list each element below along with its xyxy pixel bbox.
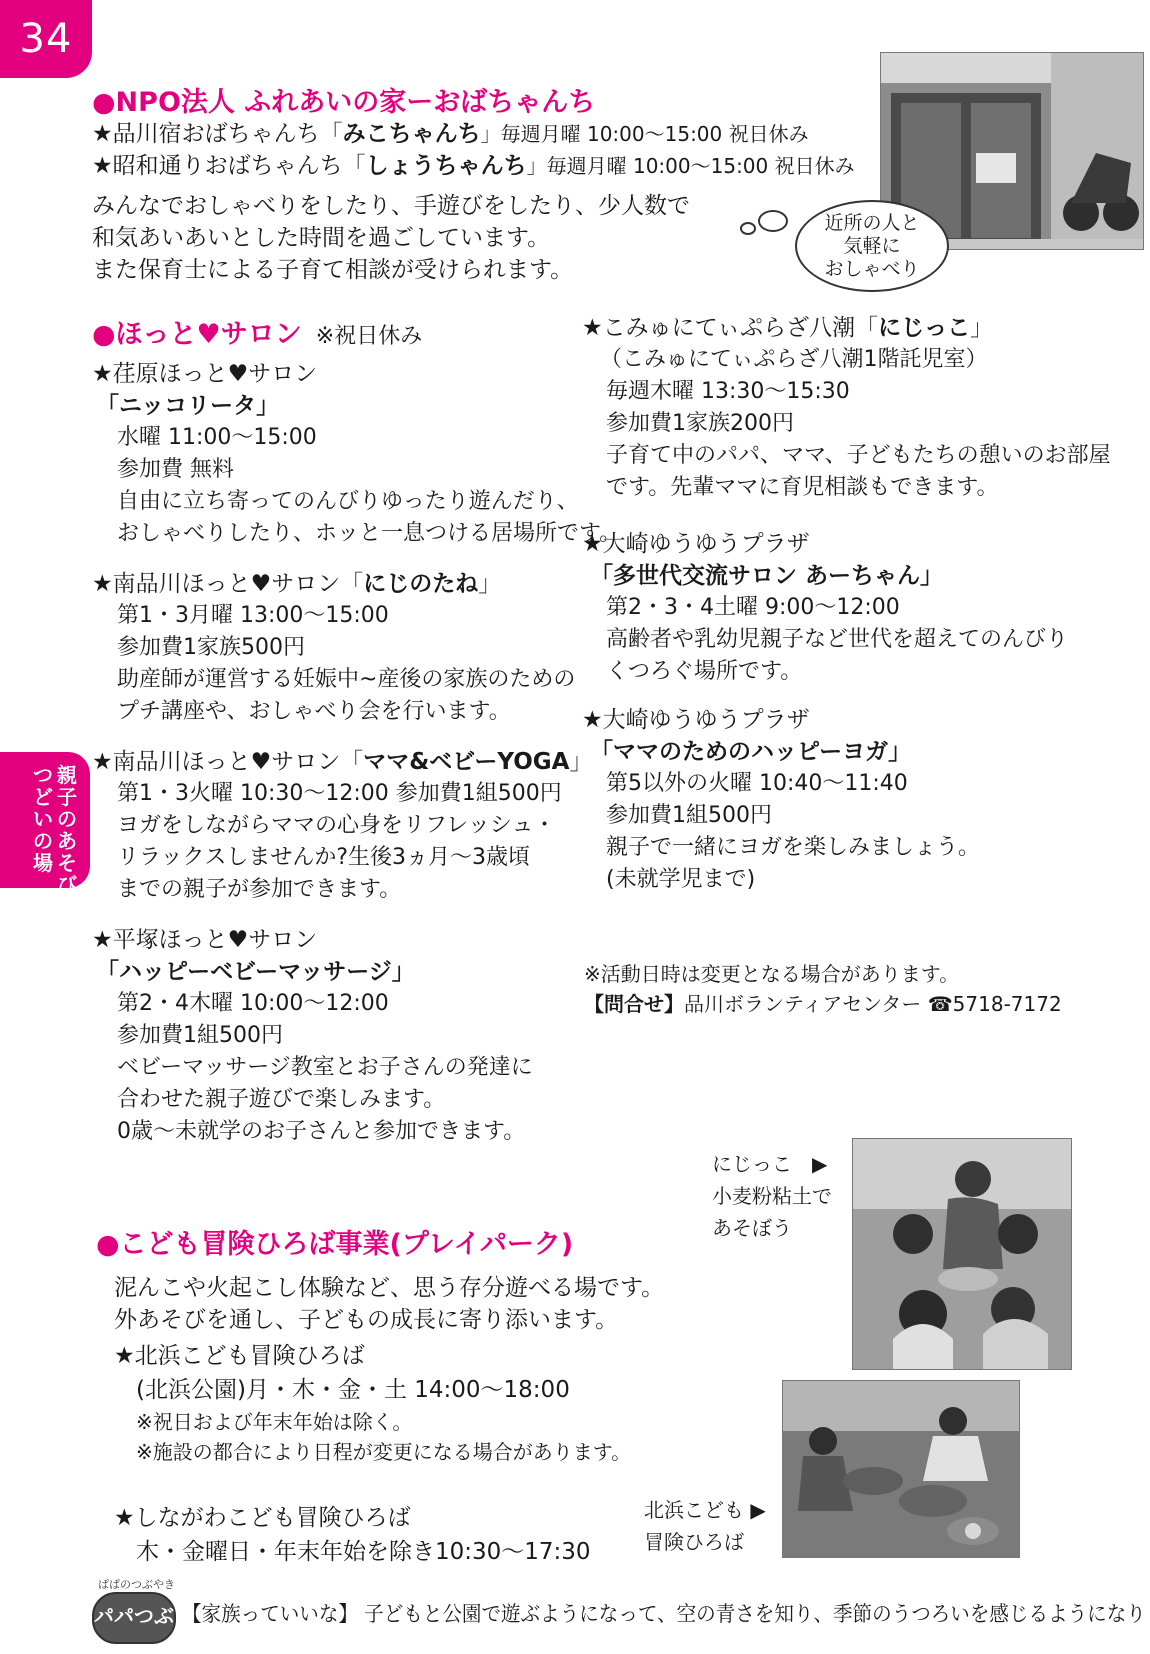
yoga-desc-3: までの親子が参加できます。 bbox=[117, 877, 402, 902]
nijikko-name: にじっこ bbox=[878, 315, 971, 341]
hiratsuka-desc-3: 0歳〜未就学のお子さんと参加できます。 bbox=[117, 1119, 526, 1144]
caption-nijikko-1: にじっこ ▶ bbox=[712, 1152, 828, 1176]
yoga-pre: ★南品川ほっと♥サロン「 bbox=[92, 749, 364, 775]
yoga-post: 」 bbox=[569, 749, 593, 775]
achan-title: ★大崎ゆうゆうプラザ bbox=[582, 531, 810, 557]
children-mud-image bbox=[783, 1381, 1019, 1557]
playpark-desc-1: 泥んこや火起こし体験など、思う存分遊べる場です。 bbox=[114, 1275, 665, 1301]
hot-salon-note: ※祝日休み bbox=[315, 324, 423, 349]
kitahama-schedule: (北浜公園)月・木・金・土 14:00〜18:00 bbox=[136, 1377, 570, 1403]
section-side-tab bbox=[0, 752, 90, 897]
nijikko-location: （こみゅにてぃぷらざ八潮1階託児室） bbox=[600, 347, 988, 372]
nijikko-schedule: 毎週木曜 13:30〜15:30 bbox=[606, 379, 850, 404]
hiratsuka-name: 「ハッピーベビーマッサージ」 bbox=[96, 959, 415, 985]
yoga-schedule: 第1・3火曜 10:30〜12:00 参加費1組500円 bbox=[117, 781, 562, 806]
achan-schedule: 第2・3・4土曜 9:00〜12:00 bbox=[606, 595, 900, 620]
mama-yoga-name: 「ママのためのハッピーヨガ」 bbox=[590, 739, 912, 765]
hiratsuka-fee: 参加費1組500円 bbox=[117, 1023, 283, 1048]
nijikko-title bbox=[582, 312, 993, 344]
side-tab-label-1: 親子のあそび bbox=[57, 763, 77, 897]
ebara-title: ★荏原ほっと♥サロン bbox=[92, 361, 318, 387]
npo-desc-1: みんなでおしゃべりをしたり、手遊びをしたり、少人数で bbox=[92, 193, 690, 219]
mama-yoga-desc-2: (未就学児まで) bbox=[606, 867, 756, 892]
nijinotane-post: 」 bbox=[478, 571, 502, 597]
nijinotane-name: にじのたね bbox=[363, 571, 479, 597]
npo-line1-name: みこちゃんち bbox=[342, 121, 481, 147]
nijikko-desc-2: です。先輩ママに育児相談もできます。 bbox=[606, 475, 999, 500]
bubble-dot-small bbox=[740, 222, 756, 235]
npo-desc-3: また保育士による子育て相談が受けられます。 bbox=[92, 257, 574, 283]
yoga-desc-2: リラックスしませんか?生後3ヵ月〜3歳頃 bbox=[117, 845, 531, 870]
bubble-line-2: 気軽に bbox=[843, 235, 901, 257]
nijinotane-desc-1: 助産師が運営する妊娠中~産後の家族のための bbox=[117, 667, 576, 692]
side-tab-label-2: つどいの場 bbox=[33, 763, 53, 875]
contact-text: 品川ボランティアセンター ☎5718-7172 bbox=[684, 992, 1062, 1016]
mama-yoga-fee: 参加費1組500円 bbox=[606, 803, 772, 828]
ebara-desc-2: おしゃべりしたり、ホッと一息つける居場所です。 bbox=[117, 521, 622, 546]
nijinotane-fee: 参加費1家族500円 bbox=[117, 635, 305, 660]
caption-nijikko-3: あそぼう bbox=[712, 1216, 792, 1240]
npo-line2-post: 」毎週月曜 10:00〜15:00 祝日休み bbox=[526, 154, 855, 178]
hiratsuka-desc-1: ベビーマッサージ教室とお子さんの発達に bbox=[117, 1055, 533, 1080]
caption-kitahama-1: 北浜こども ▶ bbox=[644, 1498, 766, 1522]
papa-badge: パパつぶ bbox=[92, 1592, 176, 1644]
nijikko-post: 」 bbox=[970, 315, 994, 341]
achan-name: 「多世代交流サロン あーちゃん」 bbox=[590, 563, 944, 589]
npo-line1-post: 」毎週月曜 10:00〜15:00 祝日休み bbox=[480, 122, 809, 146]
mama-yoga-schedule: 第5以外の火曜 10:40〜11:40 bbox=[606, 771, 908, 796]
children-clay-image bbox=[853, 1139, 1071, 1369]
yoga-title bbox=[92, 746, 592, 778]
kitahama-title: ★北浜こども冒険ひろば bbox=[114, 1343, 365, 1369]
contact-label: 【問合せ】 bbox=[584, 992, 684, 1016]
shinagawa-park-schedule: 木・金曜日・年末年始を除き10:30〜17:30 bbox=[136, 1539, 591, 1565]
npo-mikochanchi bbox=[92, 118, 809, 150]
kitahama-note-1: ※祝日および年末年始は除く。 bbox=[136, 1410, 413, 1434]
caption-kitahama-2: 冒険ひろば bbox=[644, 1530, 744, 1554]
ebara-desc-1: 自由に立ち寄ってのんびりゆったり遊んだり、 bbox=[117, 489, 579, 514]
hot-salon-title: ●ほっと♥サロン bbox=[92, 319, 302, 350]
npo-shouchanchi bbox=[92, 150, 855, 182]
ebara-fee: 参加費 無料 bbox=[117, 457, 234, 482]
bubble-dot-large bbox=[758, 210, 788, 232]
nijikko-fee: 参加費1家族200円 bbox=[606, 411, 794, 436]
nijikko-pre: ★こみゅにてぃぷらざ八潮「 bbox=[582, 315, 879, 341]
npo-line2-name: しょうちゃんち bbox=[365, 153, 527, 179]
footer-bar bbox=[92, 1578, 1150, 1646]
mama-yoga-title: ★大崎ゆうゆうプラザ bbox=[582, 707, 810, 733]
yoga-desc-1: ヨガをしながらママの心身をリフレッシュ・ bbox=[117, 813, 556, 838]
caption-nijikko-2: 小麦粉粘土で bbox=[712, 1184, 832, 1208]
speech-bubble bbox=[795, 200, 949, 292]
nijinotane-desc-2: プチ講座や、おしゃべり会を行います。 bbox=[117, 699, 511, 724]
nijikko-desc-1: 子育て中のパパ、ママ、子どもたちの憩いのお部屋 bbox=[606, 443, 1111, 468]
hiratsuka-schedule: 第2・4木曜 10:00〜12:00 bbox=[117, 991, 389, 1016]
bubble-line-3: おしゃべり bbox=[824, 258, 920, 280]
kitahama-photo bbox=[782, 1380, 1020, 1558]
shinagawa-park-title: ★しながわこども冒険ひろば bbox=[114, 1505, 411, 1531]
achan-desc-1: 高齢者や乳幼児親子など世代を超えてのんびり bbox=[606, 627, 1069, 652]
ebara-schedule: 水曜 11:00〜15:00 bbox=[117, 425, 317, 450]
hiratsuka-title: ★平塚ほっと♥サロン bbox=[92, 927, 318, 953]
npo-line1-pre: ★品川宿おばちゃんち「 bbox=[92, 121, 343, 147]
kitahama-note-2: ※施設の都合により日程が変更になる場合があります。 bbox=[136, 1440, 632, 1464]
nijinotane-pre: ★南品川ほっと♥サロン「 bbox=[92, 571, 364, 597]
npo-desc-2: 和気あいあいとした時間を過ごしています。 bbox=[92, 225, 551, 251]
contact-line bbox=[584, 988, 1062, 1020]
mama-yoga-desc-1: 親子で一緒にヨガを楽しみましょう。 bbox=[606, 835, 981, 860]
nijinotane-schedule: 第1・3月曜 13:00〜15:00 bbox=[117, 603, 389, 628]
ebara-name: 「ニッコリータ」 bbox=[96, 393, 280, 419]
npo-heading: ●NPO法人 ふれあいの家ーおばちゃんち bbox=[92, 87, 596, 118]
npo-line2-pre: ★昭和通りおばちゃんち「 bbox=[92, 153, 366, 179]
activity-notice: ※活動日時は変更となる場合があります。 bbox=[584, 962, 960, 986]
footer-message: 【家族っていいな】 子どもと公園で遊ぶようになって、空の青さを知り、季節のうつろいを感じるようになり bbox=[182, 1602, 1146, 1626]
hiratsuka-desc-2: 合わせた親子遊びで楽しみます。 bbox=[117, 1087, 446, 1112]
playpark-heading: ●こども冒険ひろば事業(プレイパーク) bbox=[96, 1229, 574, 1260]
yoga-name: ママ&ベビーYOGA bbox=[363, 749, 570, 775]
nijinotane-title bbox=[92, 568, 501, 600]
nijikko-photo bbox=[852, 1138, 1072, 1370]
playpark-desc-2: 外あそびを通し、子どもの成長に寄り添います。 bbox=[114, 1307, 619, 1333]
bubble-line-1: 近所の人と bbox=[824, 212, 920, 234]
papa-badge-caption: ぱぱのつぶやき bbox=[98, 1578, 175, 1591]
achan-desc-2: くつろぐ場所です。 bbox=[606, 659, 803, 684]
page-number: 34 bbox=[0, 0, 92, 78]
hot-salon-heading bbox=[92, 318, 422, 354]
